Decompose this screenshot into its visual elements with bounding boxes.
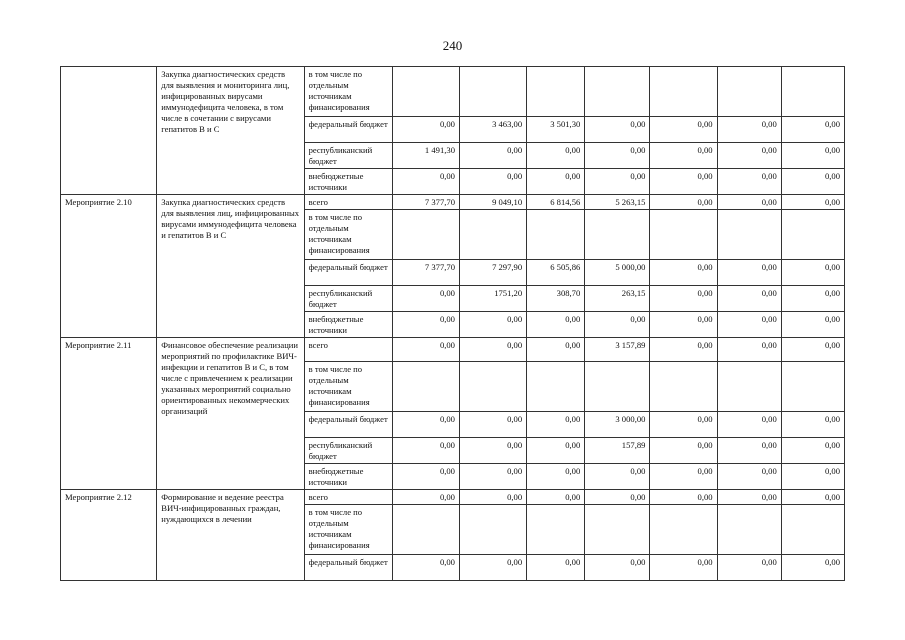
- value-cell: 0,00: [392, 312, 459, 338]
- value-cell: 0,00: [781, 169, 844, 195]
- value-cell: 0,00: [650, 412, 717, 438]
- value-cell: 0,00: [717, 286, 781, 312]
- value-cell: [585, 362, 650, 412]
- value-cell: 0,00: [717, 312, 781, 338]
- value-cell: 0,00: [650, 438, 717, 464]
- value-cell: 0,00: [585, 117, 650, 143]
- value-cell: 0,00: [650, 117, 717, 143]
- value-cell: [585, 67, 650, 117]
- value-cell: 0,00: [459, 338, 526, 362]
- value-cell: [781, 362, 844, 412]
- value-cell: 0,00: [459, 412, 526, 438]
- event-name-cell: Закупка диагностических средств для выявления и мониторинга лиц, инфицированных вирусами иммунодефицита человека, в том числе в сочетании с вирусами гепатитов В и С: [157, 67, 304, 195]
- value-cell: 0,00: [527, 169, 585, 195]
- value-cell: 0,00: [650, 490, 717, 505]
- value-cell: [459, 362, 526, 412]
- value-cell: 0,00: [717, 412, 781, 438]
- value-cell: [717, 67, 781, 117]
- value-cell: 0,00: [781, 312, 844, 338]
- value-cell: [527, 210, 585, 260]
- value-cell: 0,00: [781, 555, 844, 581]
- value-cell: [781, 210, 844, 260]
- value-cell: 0,00: [585, 312, 650, 338]
- event-name-cell: Закупка диагностических средств для выявления лиц, инфицированных вирусами иммунодефицита человека и гепатитов В и С: [157, 195, 304, 338]
- funding-source-cell: в том числе по отдельным источникам финансирования: [304, 67, 392, 117]
- funding-source-cell: федеральный бюджет: [304, 412, 392, 438]
- budget-table: [60, 66, 845, 581]
- value-cell: 0,00: [650, 143, 717, 169]
- funding-source-cell: в том числе по отдельным источникам финансирования: [304, 362, 392, 412]
- value-cell: 0,00: [392, 169, 459, 195]
- funding-source-cell: внебюджетные источники: [304, 312, 392, 338]
- value-cell: 0,00: [459, 464, 526, 490]
- value-cell: 0,00: [717, 555, 781, 581]
- table-row: [61, 195, 845, 210]
- value-cell: [585, 210, 650, 260]
- value-cell: 3 000,00: [585, 412, 650, 438]
- value-cell: 0,00: [392, 412, 459, 438]
- value-cell: 0,00: [781, 260, 844, 286]
- value-cell: [459, 67, 526, 117]
- value-cell: [585, 505, 650, 555]
- value-cell: [459, 210, 526, 260]
- value-cell: 0,00: [392, 490, 459, 505]
- value-cell: 0,00: [459, 312, 526, 338]
- value-cell: 7 297,90: [459, 260, 526, 286]
- funding-source-cell: республиканский бюджет: [304, 438, 392, 464]
- value-cell: 0,00: [392, 117, 459, 143]
- value-cell: [717, 362, 781, 412]
- value-cell: 157,89: [585, 438, 650, 464]
- value-cell: 3 157,89: [585, 338, 650, 362]
- page-number: 240: [442, 38, 463, 53]
- value-cell: 0,00: [459, 438, 526, 464]
- value-cell: 0,00: [650, 286, 717, 312]
- value-cell: 0,00: [392, 286, 459, 312]
- value-cell: [392, 67, 459, 117]
- value-cell: [459, 505, 526, 555]
- value-cell: 0,00: [585, 143, 650, 169]
- event-cell: Мероприятие 2.12: [61, 490, 157, 581]
- value-cell: 0,00: [650, 312, 717, 338]
- value-cell: 308,70: [527, 286, 585, 312]
- value-cell: [392, 210, 459, 260]
- value-cell: 0,00: [459, 143, 526, 169]
- table-row: [61, 67, 845, 117]
- value-cell: 5 263,15: [585, 195, 650, 210]
- funding-source-cell: всего: [304, 195, 392, 210]
- value-cell: [650, 362, 717, 412]
- value-cell: 7 377,70: [392, 260, 459, 286]
- funding-source-cell: федеральный бюджет: [304, 117, 392, 143]
- value-cell: 0,00: [717, 338, 781, 362]
- value-cell: 0,00: [459, 490, 526, 505]
- value-cell: 0,00: [781, 438, 844, 464]
- value-cell: [650, 505, 717, 555]
- value-cell: [392, 505, 459, 555]
- value-cell: 0,00: [650, 555, 717, 581]
- funding-source-cell: внебюджетные источники: [304, 169, 392, 195]
- funding-source-cell: всего: [304, 490, 392, 505]
- value-cell: 0,00: [527, 412, 585, 438]
- value-cell: 5 000,00: [585, 260, 650, 286]
- value-cell: 0,00: [781, 195, 844, 210]
- value-cell: 1751,20: [459, 286, 526, 312]
- value-cell: 0,00: [717, 260, 781, 286]
- value-cell: 0,00: [781, 464, 844, 490]
- value-cell: 0,00: [781, 286, 844, 312]
- value-cell: 0,00: [781, 143, 844, 169]
- value-cell: 0,00: [527, 338, 585, 362]
- funding-source-cell: федеральный бюджет: [304, 260, 392, 286]
- value-cell: 0,00: [781, 412, 844, 438]
- value-cell: 0,00: [527, 143, 585, 169]
- value-cell: 0,00: [717, 169, 781, 195]
- funding-source-cell: в том числе по отдельным источникам финансирования: [304, 210, 392, 260]
- value-cell: 0,00: [650, 260, 717, 286]
- value-cell: [527, 67, 585, 117]
- funding-source-cell: всего: [304, 338, 392, 362]
- value-cell: 0,00: [585, 464, 650, 490]
- value-cell: 3 463,00: [459, 117, 526, 143]
- value-cell: 0,00: [781, 117, 844, 143]
- event-name-cell: Финансовое обеспечение реализации мероприятий по профилактике ВИЧ-инфекции и гепатитов В и С, в том числе с привлечением к реализации указанных мероприятий социально ориентированных некоммерческих организаций: [157, 338, 304, 490]
- value-cell: 0,00: [650, 338, 717, 362]
- value-cell: 0,00: [527, 312, 585, 338]
- value-cell: 0,00: [717, 438, 781, 464]
- value-cell: 7 377,70: [392, 195, 459, 210]
- value-cell: [717, 505, 781, 555]
- value-cell: 263,15: [585, 286, 650, 312]
- value-cell: 0,00: [527, 438, 585, 464]
- event-cell: Мероприятие 2.11: [61, 338, 157, 490]
- value-cell: [650, 67, 717, 117]
- value-cell: [717, 210, 781, 260]
- value-cell: 0,00: [650, 169, 717, 195]
- value-cell: [781, 505, 844, 555]
- event-name-cell: Формирование и ведение реестра ВИЧ-инфицированных граждан, нуждающихся в лечении: [157, 490, 304, 581]
- value-cell: 0,00: [392, 438, 459, 464]
- funding-source-cell: республиканский бюджет: [304, 286, 392, 312]
- table-row: [61, 490, 845, 505]
- value-cell: 3 501,30: [527, 117, 585, 143]
- value-cell: 0,00: [650, 464, 717, 490]
- value-cell: 0,00: [527, 490, 585, 505]
- value-cell: 0,00: [527, 555, 585, 581]
- value-cell: 6 505,86: [527, 260, 585, 286]
- funding-source-cell: в том числе по отдельным источникам финансирования: [304, 505, 392, 555]
- value-cell: [781, 67, 844, 117]
- value-cell: [650, 210, 717, 260]
- value-cell: 0,00: [392, 338, 459, 362]
- value-cell: 0,00: [459, 555, 526, 581]
- value-cell: 0,00: [650, 195, 717, 210]
- value-cell: [527, 505, 585, 555]
- value-cell: 0,00: [585, 169, 650, 195]
- value-cell: 9 049,10: [459, 195, 526, 210]
- table-row: [61, 338, 845, 362]
- value-cell: 0,00: [781, 490, 844, 505]
- value-cell: 0,00: [392, 555, 459, 581]
- value-cell: 0,00: [717, 143, 781, 169]
- event-cell: [61, 67, 157, 195]
- event-cell: Мероприятие 2.10: [61, 195, 157, 338]
- value-cell: 0,00: [781, 338, 844, 362]
- funding-source-cell: республиканский бюджет: [304, 143, 392, 169]
- value-cell: 0,00: [717, 490, 781, 505]
- value-cell: 0,00: [459, 169, 526, 195]
- value-cell: 0,00: [717, 195, 781, 210]
- value-cell: 0,00: [392, 464, 459, 490]
- value-cell: 0,00: [717, 464, 781, 490]
- value-cell: 6 814,56: [527, 195, 585, 210]
- value-cell: 0,00: [585, 555, 650, 581]
- value-cell: 1 491,30: [392, 143, 459, 169]
- value-cell: [392, 362, 459, 412]
- value-cell: 0,00: [717, 117, 781, 143]
- funding-source-cell: внебюджетные источники: [304, 464, 392, 490]
- funding-source-cell: федеральный бюджет: [304, 555, 392, 581]
- value-cell: 0,00: [585, 490, 650, 505]
- value-cell: [527, 362, 585, 412]
- value-cell: 0,00: [527, 464, 585, 490]
